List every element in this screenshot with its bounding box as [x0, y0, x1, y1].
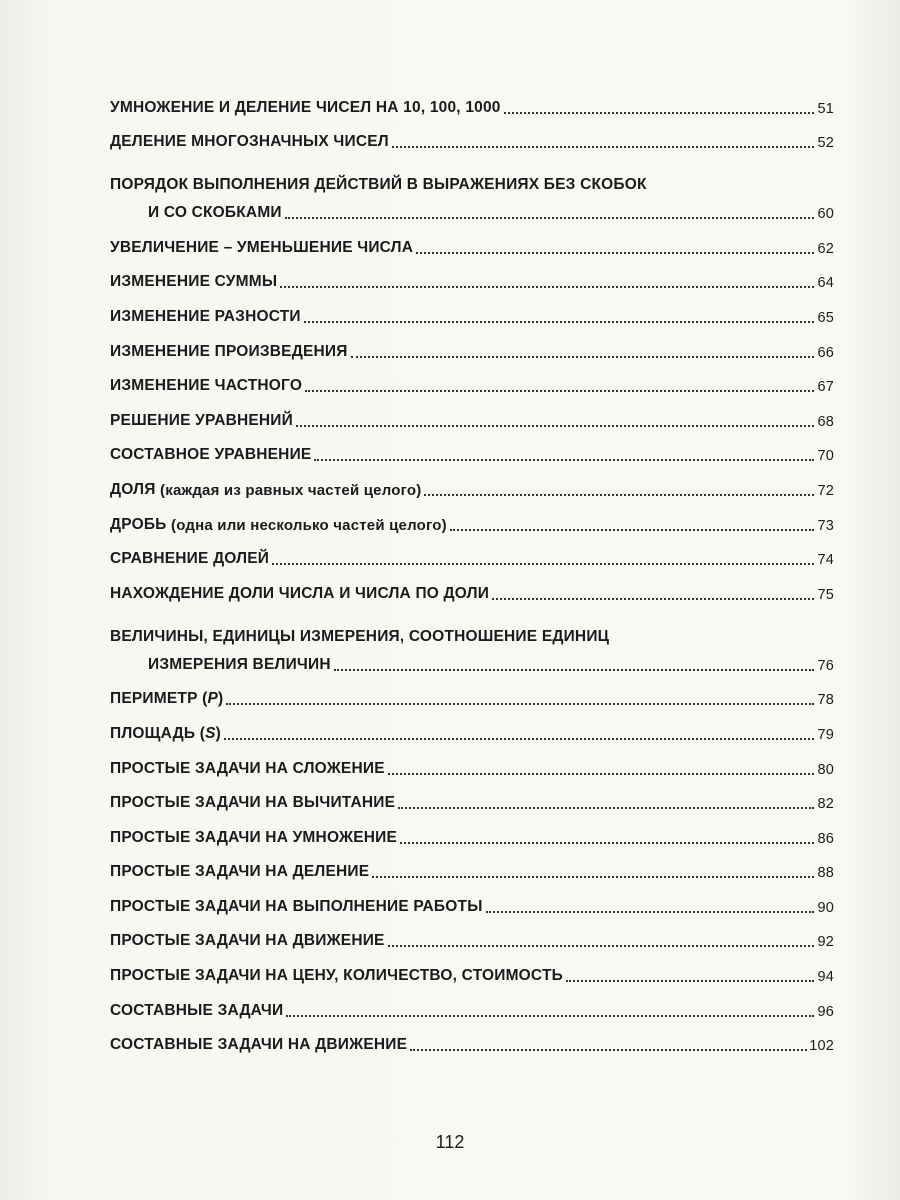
toc-entry-title: ПРОСТЫЕ ЗАДАЧИ НА ВЫПОЛНЕНИЕ РАБОТЫ — [110, 897, 483, 915]
toc-entry-page: 94 — [817, 969, 834, 986]
toc-entry[interactable] — [110, 365, 834, 400]
toc-entry-title-line2: ИЗМЕРЕНИЯ ВЕЛИЧИН — [148, 655, 331, 673]
toc-entry-title: ДЕЛЕНИЕ МНОГОЗНАЧНЫХ ЧИСЕЛ — [110, 133, 389, 151]
toc-entry-page: 52 — [817, 135, 834, 152]
toc-entry-page: 51 — [817, 100, 834, 117]
toc-entry-title: ПРОСТЫЕ ЗАДАЧИ НА ЦЕНУ, КОЛИЧЕСТВО, СТОИМОСТЬ — [110, 967, 563, 985]
toc-entry[interactable] — [110, 399, 834, 434]
dot-leader — [285, 217, 814, 219]
toc-entry-title: ПРОСТЫЕ ЗАДАЧИ НА ДВИЖЕНИЕ — [110, 932, 385, 950]
toc-entry-page: 60 — [817, 206, 834, 223]
dot-leader — [492, 598, 814, 600]
dot-leader — [286, 1015, 814, 1017]
dot-leader — [372, 876, 814, 878]
toc-entry-title: ДОЛЯ — [110, 480, 156, 498]
page-number: 112 — [435, 1132, 465, 1152]
toc-entry-title: УВЕЛИЧЕНИЕ – УМЕНЬШЕНИЕ ЧИСЛА — [110, 238, 414, 256]
toc-entry-title: ПРОСТЫЕ ЗАДАЧИ НА ВЫЧИТАНИЕ — [110, 794, 396, 812]
dot-leader — [296, 425, 814, 427]
toc-entry-page: 72 — [817, 482, 834, 499]
toc-entry[interactable] — [110, 885, 834, 920]
toc-entry-title: ИЗМЕНЕНИЕ ЧАСТНОГО — [110, 377, 303, 395]
dot-leader — [280, 286, 814, 288]
toc-entry-page: 75 — [817, 586, 834, 603]
dot-leader — [305, 390, 814, 392]
toc-entry-page: 74 — [817, 552, 834, 569]
toc-entry-page: 92 — [817, 934, 834, 951]
toc-entry[interactable] — [110, 816, 834, 851]
toc-entry-page: 102 — [809, 1038, 834, 1055]
toc-entry-page: 86 — [817, 830, 834, 847]
dot-leader — [314, 459, 814, 461]
toc-entry[interactable] — [110, 678, 834, 713]
toc-entry-page: 76 — [817, 657, 834, 674]
toc-entry-page: 78 — [817, 692, 834, 709]
dot-leader — [566, 980, 814, 982]
toc-entry-title: СОСТАВНОЕ УРАВНЕНИЕ — [110, 446, 312, 464]
toc-entry-page: 66 — [817, 344, 834, 361]
toc-entry-title: ПРОСТЫЕ ЗАДАЧИ НА ДЕЛЕНИЕ — [110, 863, 370, 881]
dot-leader — [504, 112, 814, 114]
toc-entry-title: УМНОЖЕНИЕ И ДЕЛЕНИЕ ЧИСЕЛ НА 10, 100, 1000 — [110, 98, 501, 116]
toc-entry-symbol: S — [205, 724, 216, 742]
toc-entry[interactable] — [110, 121, 834, 156]
dot-leader — [424, 494, 814, 496]
toc-entry[interactable] — [110, 295, 834, 330]
dot-leader — [388, 945, 814, 947]
toc-entry[interactable] — [110, 503, 834, 538]
toc-entry-note: (одна или несколько частей целого) — [171, 516, 447, 534]
dot-leader — [392, 146, 814, 148]
dot-leader — [450, 529, 814, 531]
toc-entry[interactable] — [110, 261, 834, 296]
toc-entry-title: НАХОЖДЕНИЕ ДОЛИ ЧИСЛА И ЧИСЛА ПО ДОЛИ — [110, 584, 490, 602]
dot-leader — [400, 842, 814, 844]
toc-entry[interactable] — [110, 572, 834, 607]
toc-entry-title: СРАВНЕНИЕ ДОЛЕЙ — [110, 550, 270, 568]
toc-entry-page: 96 — [817, 1003, 834, 1020]
toc-entry-page: 90 — [817, 899, 834, 916]
toc-entry[interactable] — [110, 468, 834, 503]
toc-entry-page: 65 — [817, 309, 834, 326]
toc-entry[interactable] — [110, 851, 834, 886]
toc-entry[interactable] — [110, 86, 834, 121]
toc-entry[interactable] — [110, 1024, 834, 1059]
toc-entry-title-line2: И СО СКОБКАМИ — [148, 204, 282, 222]
dot-leader — [410, 1049, 807, 1051]
toc-entry-title-end: ) — [215, 724, 222, 742]
dot-leader — [226, 703, 814, 705]
toc-entry[interactable] — [110, 155, 834, 226]
toc-entry[interactable] — [110, 920, 834, 955]
toc-entry-page: 68 — [817, 413, 834, 430]
dot-leader — [272, 563, 814, 565]
dot-leader — [486, 911, 814, 913]
toc-entry-title: СОСТАВНЫЕ ЗАДАЧИ — [110, 1001, 284, 1019]
toc-entry-title: ПРОСТЫЕ ЗАДАЧИ НА УМНОЖЕНИЕ — [110, 828, 398, 846]
dot-leader — [398, 807, 814, 809]
table-of-contents — [110, 86, 834, 1058]
toc-entry-page: 67 — [817, 379, 834, 396]
dot-leader — [416, 252, 814, 254]
toc-entry-title: ИЗМЕНЕНИЕ РАЗНОСТИ — [110, 307, 301, 325]
toc-entry-title: СОСТАВНЫЕ ЗАДАЧИ НА ДВИЖЕНИЕ — [110, 1036, 408, 1054]
toc-entry-symbol: P — [207, 690, 219, 708]
dot-leader — [334, 669, 814, 671]
dot-leader — [351, 356, 814, 358]
toc-entry[interactable] — [110, 226, 834, 261]
toc-entry-title: ПРОСТЫЕ ЗАДАЧИ НА СЛОЖЕНИЕ — [110, 759, 385, 777]
toc-entry-title: ИЗМЕНЕНИЕ СУММЫ — [110, 273, 278, 291]
toc-entry-page: 62 — [817, 240, 834, 257]
toc-entry-page: 79 — [817, 726, 834, 743]
dot-leader — [388, 773, 814, 775]
toc-entry[interactable] — [110, 989, 834, 1024]
toc-entry-page: 80 — [817, 761, 834, 778]
toc-entry-title: ПЕРИМЕТР ( — [110, 690, 208, 708]
toc-entry-page: 70 — [817, 448, 834, 465]
toc-entry[interactable] — [110, 330, 834, 365]
toc-entry[interactable] — [110, 538, 834, 573]
toc-entry[interactable] — [110, 712, 834, 747]
toc-entry-title: РЕШЕНИЕ УРАВНЕНИЙ — [110, 411, 293, 429]
toc-entry-title-end: ) — [218, 690, 224, 708]
toc-entry-title-line1: ПОРЯДОК ВЫПОЛНЕНИЯ ДЕЙСТВИЙ В ВЫРАЖЕНИЯХ БЕЗ СКОБОК — [110, 176, 647, 194]
toc-entry-title: ПЛОЩАДЬ ( — [110, 724, 206, 742]
dot-leader — [304, 321, 814, 323]
toc-entry[interactable] — [110, 434, 834, 469]
toc-entry-note: (каждая из равных частей целого) — [160, 481, 422, 499]
toc-entry-page: 73 — [817, 517, 834, 534]
toc-entry[interactable] — [110, 782, 834, 817]
toc-entry[interactable] — [110, 954, 834, 989]
toc-entry[interactable] — [110, 747, 834, 782]
toc-entry-page: 88 — [817, 865, 834, 882]
toc-entry-page: 64 — [817, 275, 834, 292]
toc-entry-page: 82 — [817, 796, 834, 813]
toc-entry-title: ДРОБЬ — [110, 515, 167, 533]
dot-leader — [224, 738, 814, 740]
toc-entry[interactable] — [110, 607, 834, 678]
toc-entry-title-line1: ВЕЛИЧИНЫ, ЕДИНИЦЫ ИЗМЕРЕНИЯ, СООТНОШЕНИЕ ЕДИНИЦ — [110, 627, 610, 645]
toc-entry-title: ИЗМЕНЕНИЕ ПРОИЗВЕДЕНИЯ — [110, 342, 348, 360]
